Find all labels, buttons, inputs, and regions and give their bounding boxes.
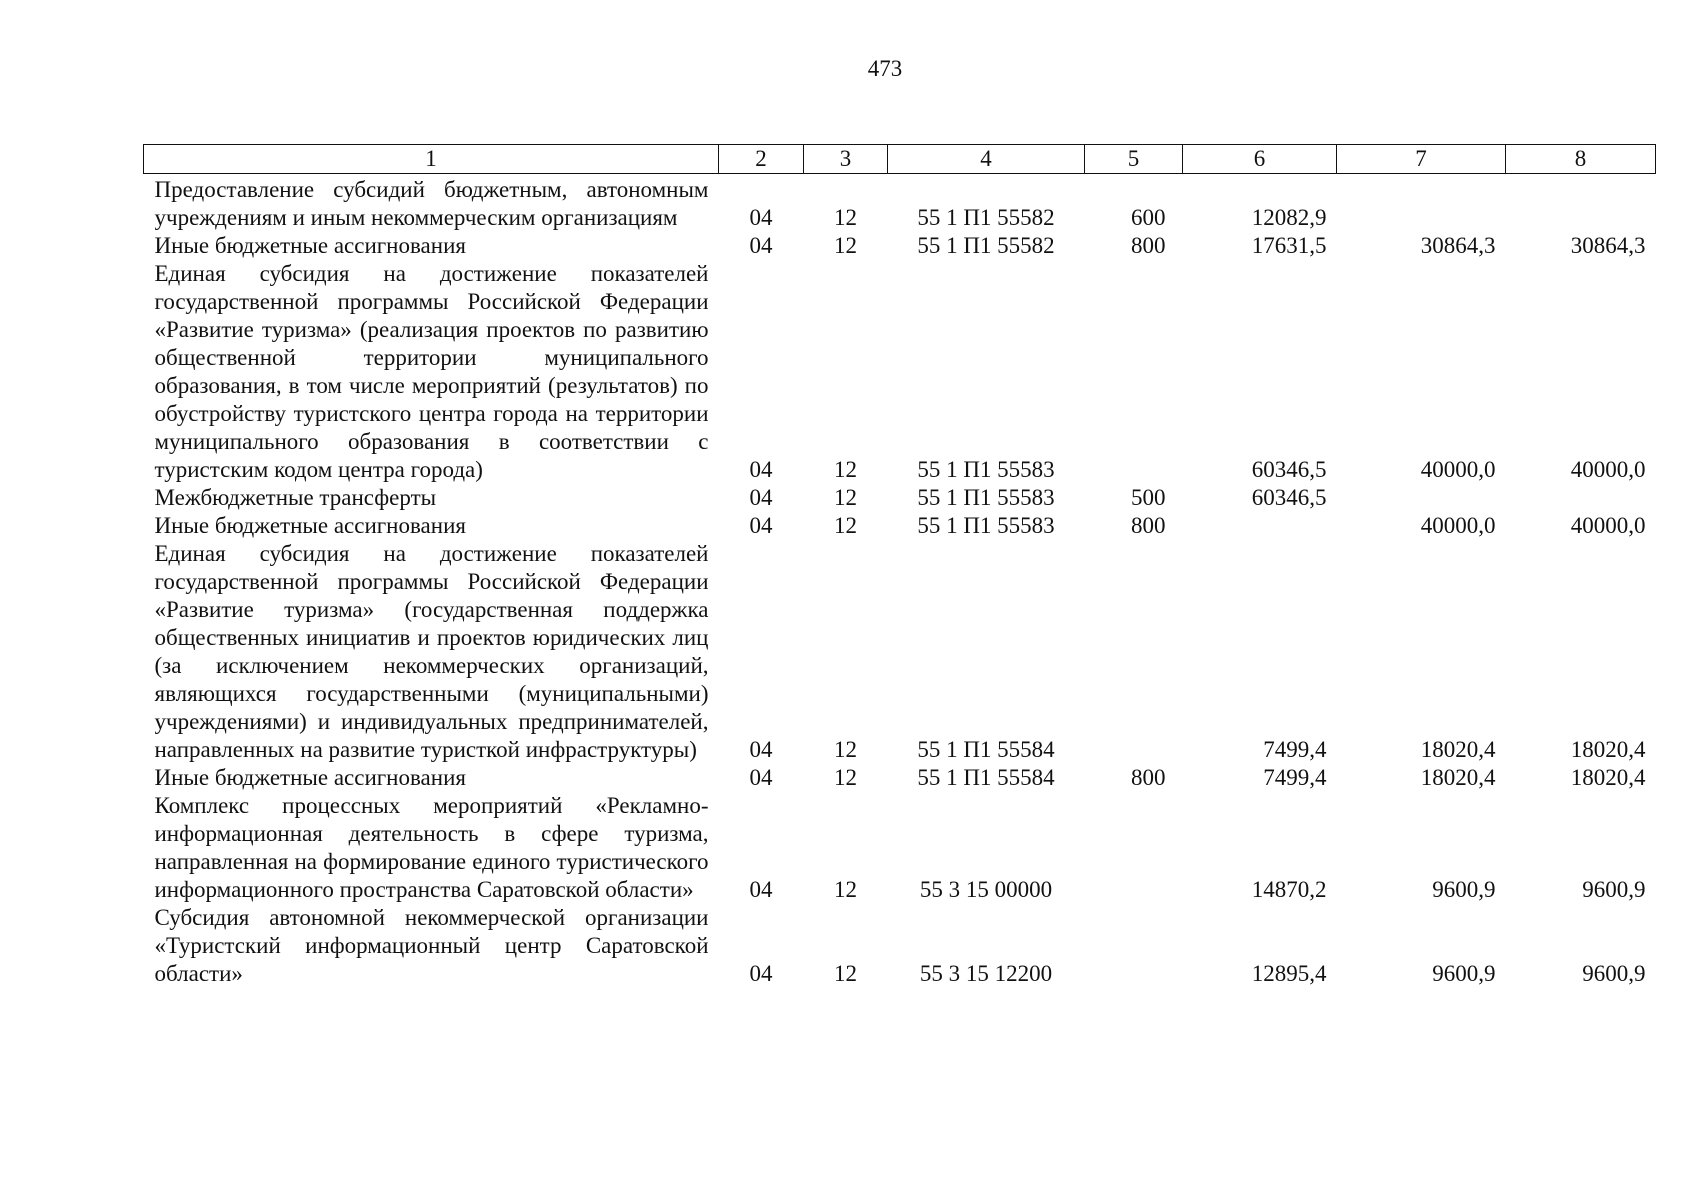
table-row (144, 512, 1656, 540)
row-section: 04 (749, 513, 773, 538)
row-amount-8: 30864,3 (1570, 233, 1646, 258)
row-amount-8: 18020,4 (1570, 765, 1646, 790)
table-body (144, 174, 1656, 989)
row-expense-type (1085, 792, 1183, 904)
row-amount-6: 14870,2 (1251, 877, 1327, 902)
table-row (144, 174, 1656, 233)
row-target-article: 55 1 П1 55584 (917, 765, 1055, 790)
row-amount-7 (1337, 484, 1506, 512)
row-target-article: 55 3 15 00000 (919, 877, 1053, 902)
row-name: Комплекс процессных мероприятий «Рекламно-информационная деятельность в сфере туризма, направленная на формирование единого туристического информационного пространства Саратовской области» (154, 793, 709, 902)
row-section: 04 (749, 485, 773, 510)
row-amount-6: 12082,9 (1251, 205, 1327, 230)
table-row (144, 484, 1656, 512)
row-name: Иные бюджетные ассигнования (154, 233, 466, 258)
row-subsection: 12 (834, 765, 857, 790)
row-expense-type (1085, 540, 1183, 764)
row-name: Единая субсидия на достижение показателей государственной программы Российской Федерации «Развитие туризма» (государственная поддержка общественных инициатив и проектов юридических лиц (за исключением некоммерческих организаций, являющихся государственными (муниципальными) учреждениями) и индивидуальных предпринимателей, направленных на развитие туристкой инфраструктуры) (154, 541, 709, 762)
row-section: 04 (749, 233, 773, 258)
row-section: 04 (749, 205, 773, 230)
header-col-1: 1 (144, 145, 719, 174)
row-target-article: 55 1 П1 55582 (917, 205, 1055, 230)
row-subsection: 12 (834, 485, 857, 510)
row-amount-6: 17631,5 (1251, 233, 1327, 258)
row-subsection: 12 (834, 457, 857, 482)
row-amount-6: 12895,4 (1251, 961, 1327, 986)
row-amount-7: 30864,3 (1420, 233, 1496, 258)
row-amount-6 (1183, 512, 1337, 540)
row-section: 04 (749, 877, 773, 902)
row-expense-type: 500 (1131, 485, 1166, 510)
row-amount-6: 7499,4 (1263, 737, 1327, 762)
row-section: 04 (749, 737, 773, 762)
table-header (144, 145, 1656, 174)
table-row (144, 540, 1656, 764)
row-subsection: 12 (834, 233, 857, 258)
row-subsection: 12 (834, 877, 857, 902)
row-amount-8 (1506, 174, 1656, 233)
budget-table (143, 144, 1656, 988)
row-amount-8: 40000,0 (1570, 513, 1646, 538)
row-expense-type: 800 (1131, 233, 1166, 258)
row-amount-7: 9600,9 (1432, 961, 1496, 986)
row-amount-6: 7499,4 (1263, 765, 1327, 790)
row-amount-7: 18020,4 (1420, 737, 1496, 762)
row-name: Иные бюджетные ассигнования (154, 513, 466, 538)
row-subsection: 12 (834, 961, 857, 986)
row-amount-7: 9600,9 (1432, 877, 1496, 902)
page-number: 473 (867, 56, 903, 81)
row-expense-type (1085, 904, 1183, 988)
row-target-article: 55 1 П1 55582 (917, 233, 1055, 258)
row-name: Единая субсидия на достижение показателей государственной программы Российской Федерации «Развитие туризма» (реализация проектов по развитию общественной территории муниципального образования, в том числе мероприятий (результатов) по обустройству туристского центра города на территории муниципального образования в соответствии с туристским кодом центра города) (154, 261, 709, 482)
row-amount-8: 9600,9 (1582, 877, 1646, 902)
row-name: Субсидия автономной некоммерческой организации «Туристский информационный центр Саратовской области» (154, 905, 709, 986)
row-name: Иные бюджетные ассигнования (154, 765, 466, 790)
row-section: 04 (749, 765, 773, 790)
header-col-2: 2 (719, 145, 804, 174)
row-amount-8: 40000,0 (1570, 457, 1646, 482)
header-col-4: 4 (888, 145, 1085, 174)
row-target-article: 55 1 П1 55583 (917, 485, 1055, 510)
table-row (144, 764, 1656, 792)
header-col-5: 5 (1085, 145, 1183, 174)
row-amount-8: 9600,9 (1582, 961, 1646, 986)
row-amount-7 (1337, 174, 1506, 233)
row-amount-6: 60346,5 (1251, 457, 1327, 482)
row-target-article: 55 1 П1 55584 (917, 737, 1055, 762)
row-name: Предоставление субсидий бюджетным, автономным учреждениям и иным некоммерческим организациям (154, 177, 709, 230)
row-expense-type: 800 (1131, 765, 1166, 790)
row-amount-8 (1506, 484, 1656, 512)
row-target-article: 55 3 15 12200 (919, 961, 1053, 986)
header-col-7: 7 (1337, 145, 1506, 174)
row-subsection: 12 (834, 205, 857, 230)
row-amount-7: 18020,4 (1420, 765, 1496, 790)
header-col-3: 3 (804, 145, 888, 174)
row-amount-6: 60346,5 (1251, 485, 1327, 510)
row-amount-7: 40000,0 (1420, 513, 1496, 538)
table-row (144, 904, 1656, 988)
table-row (144, 792, 1656, 904)
row-subsection: 12 (834, 737, 857, 762)
row-amount-7: 40000,0 (1420, 457, 1496, 482)
row-expense-type: 600 (1131, 205, 1166, 230)
row-expense-type: 800 (1131, 513, 1166, 538)
row-section: 04 (749, 457, 773, 482)
header-col-8: 8 (1506, 145, 1656, 174)
header-row (144, 145, 1656, 174)
row-name: Межбюджетные трансферты (154, 485, 437, 510)
table-row (144, 232, 1656, 260)
table-row (144, 260, 1656, 484)
row-section: 04 (749, 961, 773, 986)
row-target-article: 55 1 П1 55583 (917, 513, 1055, 538)
row-expense-type (1085, 260, 1183, 484)
header-col-6: 6 (1183, 145, 1337, 174)
row-target-article: 55 1 П1 55583 (917, 457, 1055, 482)
row-subsection: 12 (834, 513, 857, 538)
row-amount-8: 18020,4 (1570, 737, 1646, 762)
